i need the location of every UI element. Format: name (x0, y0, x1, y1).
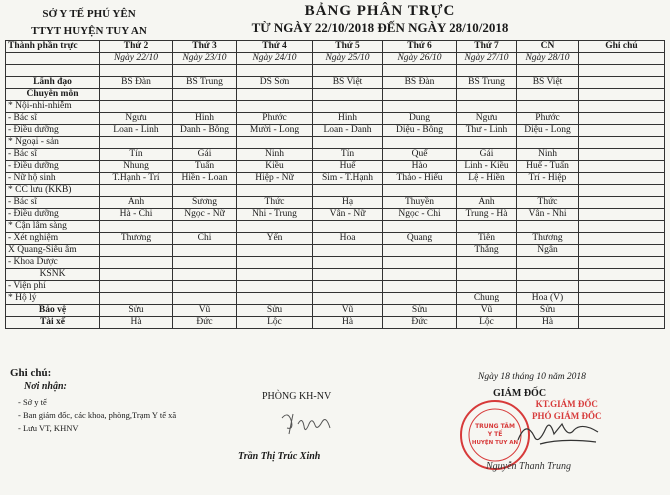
date-label-cell (6, 53, 100, 65)
duty-cell: Mười - Long (237, 124, 313, 136)
duty-cell (313, 256, 383, 268)
duty-cell: Tiên (457, 232, 517, 244)
date-cell: Ngày 26/10 (383, 53, 457, 65)
director-role-line: PHÓ GIÁM ĐỐC (532, 411, 602, 421)
duty-cell (457, 65, 517, 77)
duty-cell: Anh (100, 196, 173, 208)
duty-cell (100, 136, 173, 148)
planning-signer-name: Trần Thị Trúc Xinh (238, 451, 321, 462)
duty-cell (237, 256, 313, 268)
table-row (6, 196, 665, 208)
duty-cell (173, 88, 237, 100)
duty-cell: Sửu (383, 304, 457, 316)
duty-cell: Loan - Danh (313, 124, 383, 136)
duty-cell: Đức (173, 316, 237, 328)
duty-cell: Thắng (457, 244, 517, 256)
duty-cell: Hiệp - Nữ (237, 172, 313, 184)
duty-cell: Thức (517, 196, 579, 208)
notes-cell (579, 292, 665, 304)
duty-cell (313, 88, 383, 100)
duty-cell (313, 280, 383, 292)
director-title: GIÁM ĐỐC (493, 388, 547, 399)
role-label-cell: * Nội-nhi-nhiễm (6, 100, 100, 112)
role-label-cell: Chuyên môn (6, 88, 100, 100)
role-label-cell: - Điều dưỡng (6, 208, 100, 220)
duty-cell: Diệu - Bông (383, 124, 457, 136)
duty-cell: Trung - Hà (457, 208, 517, 220)
duty-cell: Lộc (237, 316, 313, 328)
duty-cell: Trí - Hiệp (517, 172, 579, 184)
duty-cell: BS Đàn (383, 76, 457, 88)
duty-cell: Phước (517, 112, 579, 124)
duty-cell (100, 256, 173, 268)
duty-cell (173, 244, 237, 256)
table-row (6, 304, 665, 316)
role-label-cell: * Ngoại - sản (6, 136, 100, 148)
director-signature (512, 414, 602, 454)
director-role-line: KT.GIÁM ĐỐC (535, 399, 598, 409)
duty-cell (100, 220, 173, 232)
duty-cell: Gái (457, 148, 517, 160)
duty-cell: Hinh (313, 112, 383, 124)
duty-cell (313, 244, 383, 256)
duty-cell: Tuấn (173, 160, 237, 172)
duty-cell (173, 65, 237, 77)
document-title: BẢNG PHÂN TRỰC (304, 3, 456, 19)
duty-cell: Kiều (237, 160, 313, 172)
duty-cell: Thảo - Hiếu (383, 172, 457, 184)
duty-cell (237, 136, 313, 148)
duty-cell: Hà - Chi (100, 208, 173, 220)
duty-cell: Diệu - Long (517, 124, 579, 136)
duty-cell (457, 136, 517, 148)
header-day-cell: CN (517, 41, 579, 53)
role-label-cell: - Bác sĩ (6, 112, 100, 124)
date-cell: Ngày 25/10 (313, 53, 383, 65)
table-row (6, 316, 665, 328)
duty-cell (100, 184, 173, 196)
duty-cell: BS Trung (173, 76, 237, 88)
notes-title: Ghi chú: (10, 367, 52, 379)
duty-cell (100, 88, 173, 100)
duty-cell: Lệ - Hiền (457, 172, 517, 184)
duty-cell (457, 220, 517, 232)
role-label-cell: - Viện phí (6, 280, 100, 292)
svg-text:Y TẾ: Y TẾ (487, 431, 503, 438)
duty-cell: Ngọc - Nữ (173, 208, 237, 220)
duty-cell: Thương (517, 232, 579, 244)
table-row (6, 268, 665, 280)
duty-cell: Linh - Kiều (457, 160, 517, 172)
duty-roster-table (5, 40, 665, 329)
duty-cell (313, 100, 383, 112)
notes-cell (579, 65, 665, 77)
date-cell: Ngày 23/10 (173, 53, 237, 65)
duty-cell (100, 292, 173, 304)
duty-cell (237, 244, 313, 256)
recipients-list (18, 396, 176, 435)
header-day-cell: Thứ 2 (100, 41, 173, 53)
notes-cell (579, 160, 665, 172)
duty-cell: Huế (313, 160, 383, 172)
duty-cell (517, 220, 579, 232)
duty-cell (383, 136, 457, 148)
duty-cell (313, 136, 383, 148)
notes-cell (579, 124, 665, 136)
recipient-item: - Sở y tế (18, 397, 47, 407)
duty-cell: BS Trung (457, 76, 517, 88)
duty-cell (237, 184, 313, 196)
notes-cell (579, 232, 665, 244)
duty-cell: Ninh (517, 148, 579, 160)
duty-cell (313, 268, 383, 280)
role-label-cell: Lãnh đạo (6, 76, 100, 88)
notes-cell (579, 244, 665, 256)
duty-cell (383, 65, 457, 77)
duty-cell (237, 100, 313, 112)
table-row (6, 244, 665, 256)
duty-cell: Hiền - Loan (173, 172, 237, 184)
duty-cell: Hà (517, 316, 579, 328)
duty-cell (313, 220, 383, 232)
duty-cell (457, 100, 517, 112)
duty-cell (237, 88, 313, 100)
issuer-block (4, 6, 174, 40)
signing-date: Ngày 18 tháng 10 năm 2018 (478, 372, 586, 382)
duty-cell: Quang (383, 232, 457, 244)
planning-department: PHÒNG KH-NV (262, 391, 332, 402)
svg-text:TRUNG TÂM: TRUNG TÂM (475, 423, 515, 430)
duty-cell (457, 268, 517, 280)
duty-cell: Hà (100, 316, 173, 328)
duty-cell: Vân - Nữ (313, 208, 383, 220)
role-label-cell: - Bác sĩ (6, 196, 100, 208)
center-name: TTYT HUYỆN TUY AN (31, 25, 147, 37)
duty-cell (100, 244, 173, 256)
table-row (6, 160, 665, 172)
header-day-cell: Thứ 7 (457, 41, 517, 53)
role-label-cell: Tài xế (6, 316, 100, 328)
role-label-cell: X Quang-Siêu âm (6, 244, 100, 256)
duty-cell (517, 256, 579, 268)
duty-cell: Sương (173, 196, 237, 208)
table-row (6, 76, 665, 88)
duty-cell (100, 268, 173, 280)
header-day-cell: Thứ 4 (237, 41, 313, 53)
role-label-cell: * CC lưu (KKB) (6, 184, 100, 196)
duty-cell (383, 184, 457, 196)
notes-cell (579, 88, 665, 100)
duty-cell (237, 268, 313, 280)
table-row (6, 208, 665, 220)
duty-cell: Ngưu (100, 112, 173, 124)
role-label-cell: - Điều dưỡng (6, 124, 100, 136)
planning-signature (278, 408, 334, 440)
duty-cell: Ngưu (457, 112, 517, 124)
date-cell: Ngày 22/10 (100, 53, 173, 65)
notes-cell (579, 148, 665, 160)
duty-cell: Tín (313, 148, 383, 160)
duty-cell (313, 292, 383, 304)
duty-cell: T.Hạnh - Trí (100, 172, 173, 184)
duty-cell: Hào (383, 160, 457, 172)
duty-cell (173, 292, 237, 304)
duty-cell: Tín (100, 148, 173, 160)
table-row (6, 136, 665, 148)
notes-cell (579, 136, 665, 148)
table-row (6, 220, 665, 232)
table-row (6, 232, 665, 244)
duty-cell (517, 100, 579, 112)
notes-cell (579, 268, 665, 280)
duty-cell: Sửu (100, 304, 173, 316)
duty-cell: Loan - Linh (100, 124, 173, 136)
table-row (6, 256, 665, 268)
duty-cell (383, 268, 457, 280)
table-row (6, 65, 665, 77)
notes-cell (579, 112, 665, 124)
duty-cell: Anh (457, 196, 517, 208)
recipients-title: Nơi nhận: (24, 381, 67, 392)
date-cell: Ngày 28/10 (517, 53, 579, 65)
notes-cell (579, 208, 665, 220)
table-row (6, 112, 665, 124)
duty-cell: Quế (383, 148, 457, 160)
duty-cell: Hinh (173, 112, 237, 124)
duty-cell (457, 88, 517, 100)
role-label-cell: * Hộ lý (6, 292, 100, 304)
duty-cell: Vũ (457, 304, 517, 316)
notes-cell (579, 304, 665, 316)
duty-cell: Sửu (517, 304, 579, 316)
date-cell: Ngày 27/10 (457, 53, 517, 65)
role-label-cell (6, 65, 100, 77)
duty-cell (517, 88, 579, 100)
duty-cell (100, 280, 173, 292)
duty-cell: Ngân (517, 244, 579, 256)
duty-cell: Vũ (313, 304, 383, 316)
role-label-cell: - Xét nghiệm (6, 232, 100, 244)
duty-cell: Ngọc - Chi (383, 208, 457, 220)
header-day-cell: Thứ 5 (313, 41, 383, 53)
duty-cell (173, 268, 237, 280)
duty-cell: Gái (173, 148, 237, 160)
duty-cell: Hà (313, 316, 383, 328)
duty-cell (100, 100, 173, 112)
duty-cell: Hoa (313, 232, 383, 244)
header-notes-cell: Ghi chú (579, 41, 665, 53)
duty-cell: Hoa (V) (517, 292, 579, 304)
duty-cell: Đức (383, 316, 457, 328)
duty-cell: Yến (237, 232, 313, 244)
duty-cell: Thức (237, 196, 313, 208)
duty-cell (457, 280, 517, 292)
duty-cell (237, 65, 313, 77)
director-signer-name: Nguyễn Thanh Trung (486, 461, 572, 472)
duty-cell: Dung (383, 112, 457, 124)
duty-cell: Chi (173, 232, 237, 244)
duty-cell: Vân - Nhi (517, 208, 579, 220)
duty-cell: BS Đàn (100, 76, 173, 88)
duty-cell (517, 65, 579, 77)
svg-text:HUYỆN TUY AN: HUYỆN TUY AN (471, 440, 519, 446)
notes-cell (579, 184, 665, 196)
notes-cell (579, 256, 665, 268)
role-label-cell: Bảo vệ (6, 304, 100, 316)
role-label-cell: * Cận lâm sàng (6, 220, 100, 232)
duty-cell: Danh - Bông (173, 124, 237, 136)
table-row (6, 280, 665, 292)
duty-cell (237, 292, 313, 304)
notes-cell (579, 280, 665, 292)
duty-cell (383, 292, 457, 304)
role-label-cell: - Nữ hộ sinh (6, 172, 100, 184)
duty-cell (100, 65, 173, 77)
table-row (6, 292, 665, 304)
notes-cell (579, 76, 665, 88)
recipient-item: - Ban giám đốc, các khoa, phòng,Trạm Y tế xã (18, 410, 177, 420)
date-cell: Ngày 24/10 (237, 53, 313, 65)
duty-cell (313, 65, 383, 77)
table-row (6, 148, 665, 160)
table-row (6, 124, 665, 136)
notes-cell (579, 100, 665, 112)
table-row (6, 100, 665, 112)
role-label-cell: - Bác sĩ (6, 148, 100, 160)
duty-cell (383, 100, 457, 112)
duty-cell (383, 280, 457, 292)
duty-cell (383, 88, 457, 100)
duty-cell: Nhi - Trung (237, 208, 313, 220)
notes-cell (579, 316, 665, 328)
duty-cell (383, 256, 457, 268)
notes-cell (579, 53, 665, 65)
duty-cell: Hạ (313, 196, 383, 208)
duty-cell (173, 280, 237, 292)
role-label-cell: KSNK (6, 268, 100, 280)
duty-cell (457, 184, 517, 196)
duty-cell (173, 256, 237, 268)
duty-cell (173, 220, 237, 232)
role-label-cell: - Khoa Dược (6, 256, 100, 268)
duty-cell: Chung (457, 292, 517, 304)
duty-cell: BS Việt (517, 76, 579, 88)
duty-cell: Thuyền (383, 196, 457, 208)
table-header-row (6, 41, 665, 53)
duty-cell: Sửu (237, 304, 313, 316)
duty-cell (517, 268, 579, 280)
recipient-item: - Lưu VT, KHNV (18, 423, 79, 433)
duty-cell: Huế - Tuấn (517, 160, 579, 172)
header-role-cell: Thành phần trực (6, 41, 100, 53)
duty-cell (517, 280, 579, 292)
duty-cell (457, 256, 517, 268)
duty-cell (237, 220, 313, 232)
duty-cell (173, 136, 237, 148)
duty-cell: Nhung (100, 160, 173, 172)
duty-cell (173, 184, 237, 196)
duty-cell (383, 220, 457, 232)
table-row (6, 172, 665, 184)
duty-cell: Vũ (173, 304, 237, 316)
ministry-name: SỞ Y TẾ PHÚ YÊN (42, 8, 136, 20)
duty-cell (313, 184, 383, 196)
table-row (6, 88, 665, 100)
duty-cell: Thư - Linh (457, 124, 517, 136)
duty-cell (517, 136, 579, 148)
table-row (6, 184, 665, 196)
notes-cell (579, 172, 665, 184)
role-label-cell: - Điều dưỡng (6, 160, 100, 172)
duty-cell: Ninh (237, 148, 313, 160)
duty-cell: Sim - T.Hạnh (313, 172, 383, 184)
duty-cell: DS Sơn (237, 76, 313, 88)
duty-cell (383, 244, 457, 256)
notes-cell (579, 220, 665, 232)
document-subtitle: TỪ NGÀY 22/10/2018 ĐẾN NGÀY 28/10/2018 (251, 20, 509, 35)
header-day-cell: Thứ 6 (383, 41, 457, 53)
title-block (180, 3, 580, 36)
duty-cell: Lộc (457, 316, 517, 328)
duty-cell: Thương (100, 232, 173, 244)
duty-cell (237, 280, 313, 292)
roster-body (6, 65, 665, 329)
header-day-cell: Thứ 3 (173, 41, 237, 53)
duty-cell (173, 100, 237, 112)
table-date-row (6, 53, 665, 65)
duty-cell: BS Việt (313, 76, 383, 88)
notes-cell (579, 196, 665, 208)
duty-cell: Phước (237, 112, 313, 124)
duty-cell (517, 184, 579, 196)
